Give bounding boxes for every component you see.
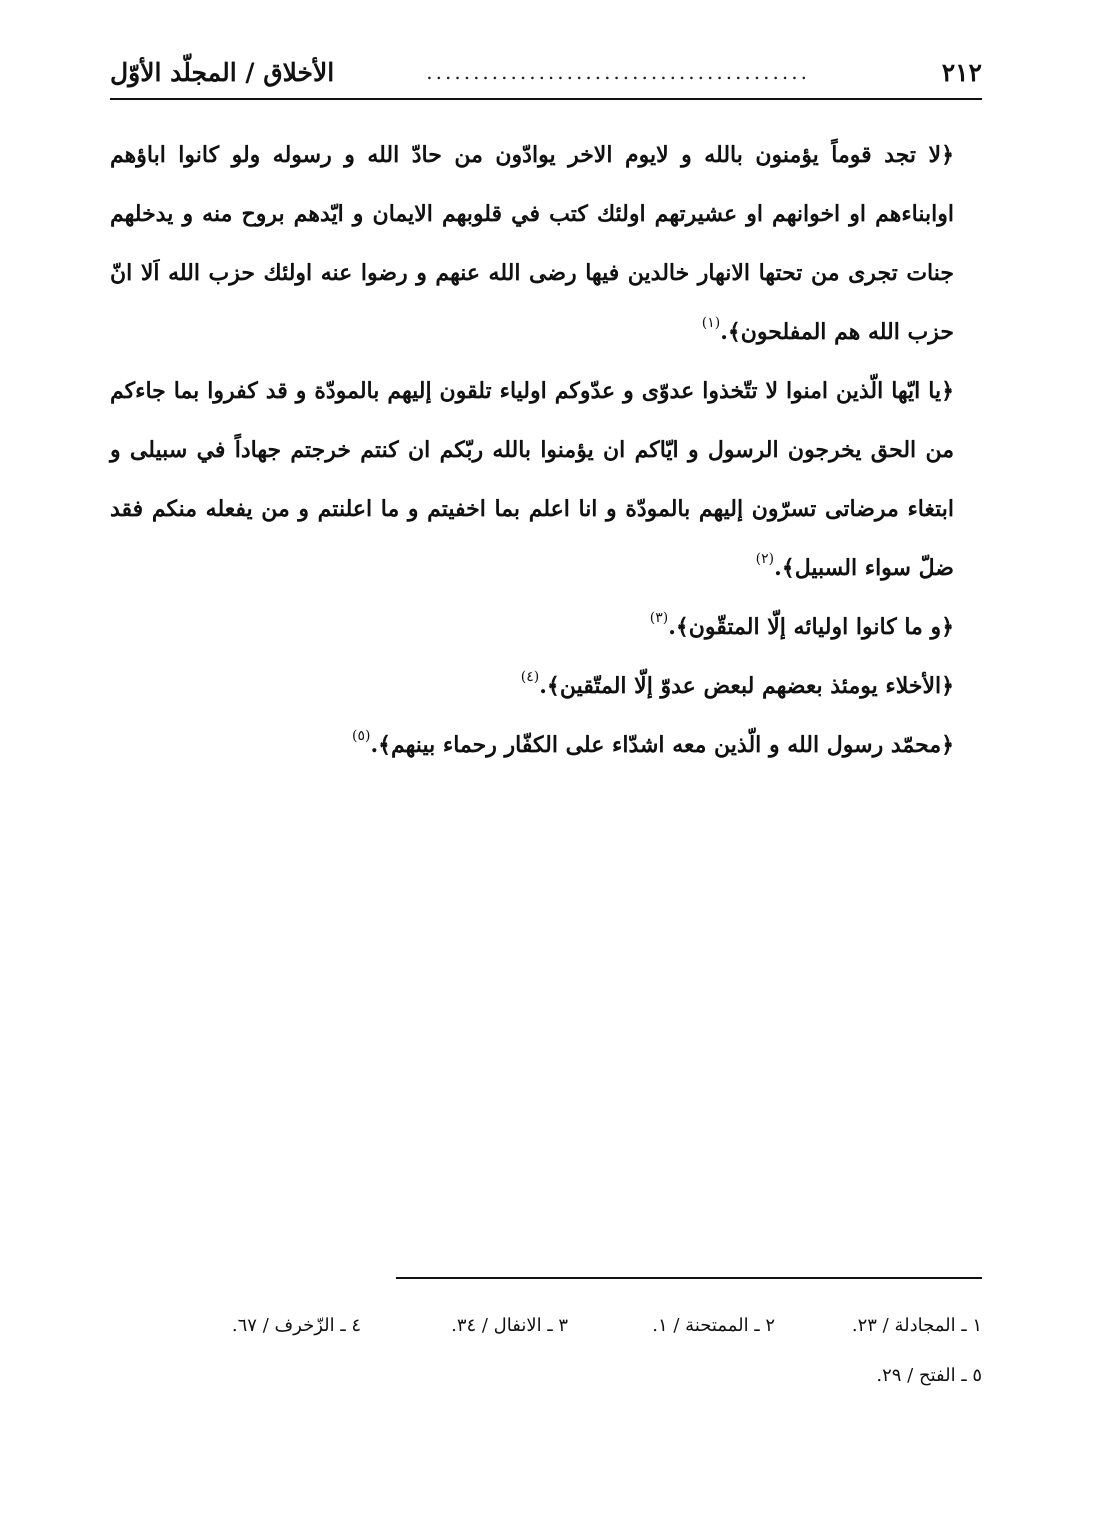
paragraph-quote-2 bbox=[110, 362, 982, 598]
footnote-ref: (١) bbox=[701, 315, 721, 331]
quote-text: ﴿لا تجد قوماً يؤمنون بالله و لايوم الاخر يوادّون من حادّ الله و رسوله ولو كانوا اباؤهم اوابناءهم او اخوانهم او عشيرتهم اولئك كتب في قلوبهم الايمان و ايّدهم بروح منه و يدخلهم جنات تجرى من تحتها الانهار خالدين فيها رضى الله عنهم و رضوا عنه اولئك حزب الله اَلا انّ حزب الله هم المفلحون﴾. bbox=[110, 142, 954, 345]
header-divider bbox=[110, 98, 982, 100]
footnote-ref: (٢) bbox=[755, 551, 775, 567]
footnote-4: ٤ ـ الزّخرف / ٦٧. bbox=[231, 1314, 361, 1336]
footnote-5: ٥ ـ الفتح / ٢٩. bbox=[876, 1364, 982, 1386]
footnote-1: ١ ـ المجادلة / ٢٣. bbox=[851, 1314, 982, 1336]
leader-dots: ......................................... bbox=[426, 60, 810, 84]
verse-text: ﴿الأخلاء يومئذ بعضهم لبعض عدوّ إلّا المتّقين﴾. bbox=[539, 673, 954, 699]
footnote-3: ٣ ـ الانفال / ٣٤. bbox=[451, 1314, 568, 1336]
running-header bbox=[110, 50, 982, 94]
footnote-2: ٢ ـ الممتحنة / ١. bbox=[652, 1314, 775, 1336]
paragraph-quote-1 bbox=[110, 126, 982, 362]
verse-line-1 bbox=[110, 598, 982, 657]
footnote-ref: (٣) bbox=[649, 610, 669, 626]
footnotes bbox=[110, 1300, 982, 1400]
verse-text: ﴿و ما كانوا اوليائه إلّا المتقّون﴾. bbox=[668, 614, 954, 640]
verse-line-3 bbox=[110, 716, 982, 775]
footnote-ref: (٤) bbox=[520, 669, 540, 685]
quote-text: ﴿يا ايّها الّذين امنوا لا تتّخذوا عدوّى و عدّوكم اولياء تلقون إليهم بالمودّة و قد كفروا بما جاءكم من الحق يخرجون الرسول و ايّاكم ان يؤمنوا بالله ربّكم ان كنتم خرجتم جهاداً في سبيلى و ابتغاء مرضاتى تسرّون إليهم بالمودّة و انا اعلم بما اخفيتم و ما اعلنتم و من يفعله منكم فقد ضلّ سواء السبيل﴾. bbox=[110, 378, 954, 581]
verse-text: ﴿محمّد رسول الله و الّذين معه اشدّاء على الكفّار رحماء بينهم﴾. bbox=[370, 732, 954, 758]
main-text bbox=[110, 126, 982, 775]
footnote-row bbox=[110, 1300, 982, 1350]
footnote-row bbox=[110, 1350, 982, 1400]
verse-line-2 bbox=[110, 657, 982, 716]
footnote-divider bbox=[396, 1277, 982, 1279]
running-title: الأخلاق / المجلّد الأوّل bbox=[110, 57, 335, 87]
page-number: ٢١٢ bbox=[941, 57, 982, 87]
footnote-ref: (٥) bbox=[352, 728, 371, 744]
